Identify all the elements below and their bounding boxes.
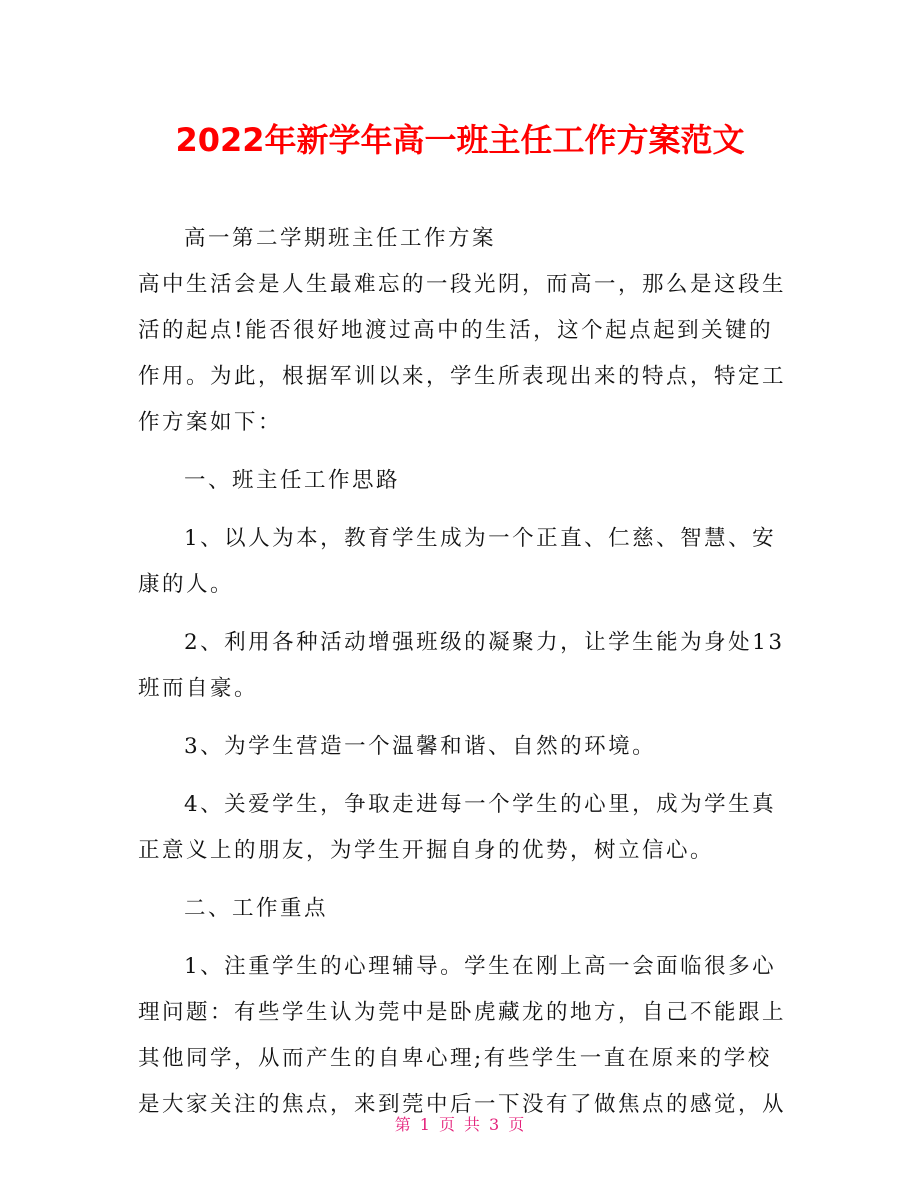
paragraph-line: 2、利用各种活动增强班级的凝聚力，让学生能为身处13	[184, 630, 785, 655]
document-title: 2022年新学年高一班主任工作方案范文	[175, 121, 745, 159]
section-heading: 二、工作重点	[184, 896, 329, 921]
paragraph-line: 作方案如下：	[138, 410, 283, 435]
section-heading: 一、班主任工作思路	[184, 468, 401, 493]
paragraph-line: 其他同学，从而产生的自卑心理;有些学生一直在原来的学校	[138, 1046, 772, 1071]
paragraph-line: 是大家关注的焦点，来到莞中后一下没有了做焦点的感觉，从	[138, 1092, 787, 1117]
paragraph-line: 1、注重学生的心理辅导。学生在刚上高一会面临很多心	[184, 954, 777, 979]
current-page-number: 1	[419, 1115, 431, 1134]
paragraph-line: 高一第二学期班主任工作方案	[184, 226, 497, 251]
footer-prefix: 第	[394, 1115, 412, 1134]
footer-total-prefix: 共	[464, 1115, 482, 1134]
footer-page-label: 页	[438, 1115, 456, 1134]
paragraph-line: 3、为学生营造一个温馨和谐、自然的环境。	[184, 734, 657, 759]
paragraph-line: 1、以人为本，教育学生成为一个正直、仁慈、智慧、安	[184, 526, 777, 551]
paragraph-line: 活的起点!能否很好地渡过高中的生活，这个起点起到关键的	[138, 318, 774, 343]
document-body	[138, 216, 788, 1128]
paragraph-line: 班而自豪。	[138, 676, 259, 701]
paragraph-line: 4、关爱学生，争取走进每一个学生的心里，成为学生真	[184, 792, 777, 817]
paragraph-line: 高中生活会是人生最难忘的一段光阴，而高一，那么是这段生	[138, 272, 787, 297]
page-footer	[0, 1112, 920, 1135]
footer-total-label: 页	[508, 1115, 526, 1134]
paragraph-line: 康的人。	[138, 572, 235, 597]
total-pages-number: 3	[489, 1115, 501, 1134]
paragraph-line: 作用。为此，根据军训以来，学生所表现出来的特点，特定工	[138, 364, 787, 389]
paragraph-line: 正意义上的朋友，为学生开掘自身的优势，树立信心。	[138, 838, 715, 863]
paragraph-line: 理问题：有些学生认为莞中是卧虎藏龙的地方，自己不能跟上	[138, 1000, 787, 1025]
